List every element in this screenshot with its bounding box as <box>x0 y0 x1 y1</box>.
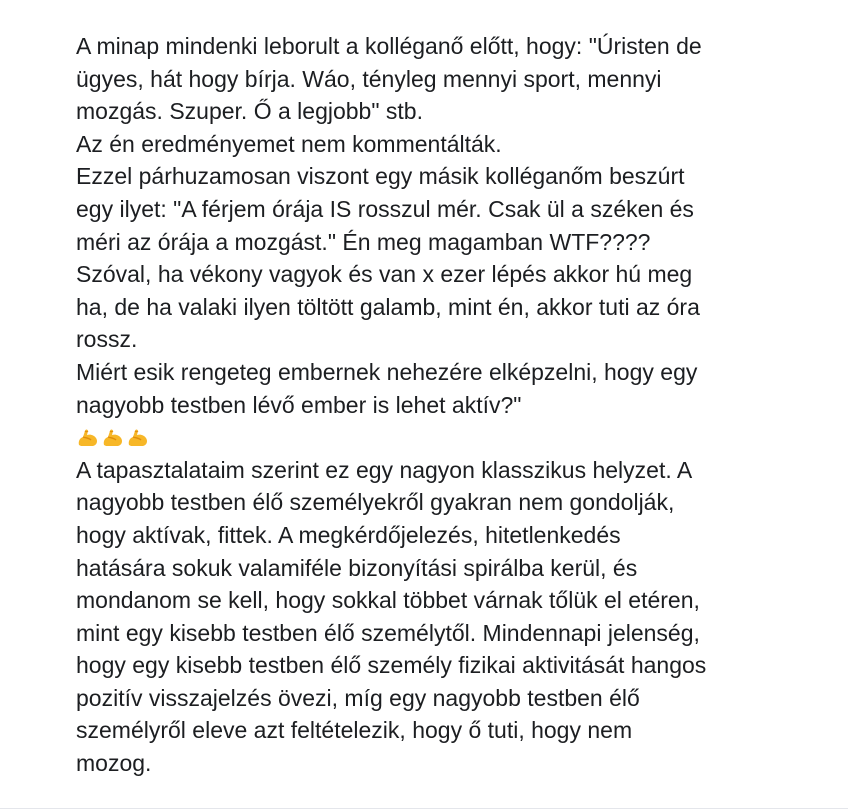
post-text-line: mint egy kisebb testben élő személytől. Mindennapi jelenség, <box>76 619 700 646</box>
flexed-biceps-icon <box>76 426 100 448</box>
post-text-line: pozitív visszajelzés övezi, míg egy nagyobb testben élő <box>76 684 640 711</box>
post-text-line: hatására sokuk valamiféle bizonyítási spirálba kerül, és <box>76 554 638 581</box>
flexed-biceps-icon <box>126 426 150 448</box>
post-text-line: ügyes, hát hogy bírja. Wáo, tényleg mennyi sport, mennyi <box>76 65 662 92</box>
post-text-line: mondanom se kell, hogy sokkal többet várnak tőlük el etéren, <box>76 587 700 614</box>
emoji-row <box>76 421 836 454</box>
post-text-line: ha, de ha valaki ilyen töltött galamb, mint én, akkor tuti az óra <box>76 293 700 320</box>
post-body <box>76 30 836 780</box>
post-text-line: Szóval, ha vékony vagyok és van x ezer lépés akkor hú meg <box>76 261 693 288</box>
post-text-line: Az én eredményemet nem kommentálták. <box>76 130 502 157</box>
post-text-line: méri az órája a mozgást." Én meg magamban WTF???? <box>76 228 651 255</box>
post-text-line: Miért esik rengeteg embernek nehezére elképzelni, hogy egy <box>76 358 698 385</box>
post-text-line: nagyobb testben lévő ember is lehet aktív?" <box>76 391 522 418</box>
post-text-line: hogy aktívak, fittek. A megkérdőjelezés, hitetlenkedés <box>76 521 621 548</box>
flexed-biceps-icon <box>101 426 125 448</box>
post-text-line: személyről eleve azt feltételezik, hogy ő tuti, hogy nem <box>76 717 633 744</box>
post-text-line: egy ilyet: "A férjem órája IS rosszul mér. Csak ül a széken és <box>76 195 694 222</box>
post-text-line: A minap mindenki leborult a kolléganő előtt, hogy: "Úristen de <box>76 33 702 59</box>
post-text-line: nagyobb testben élő személyekről gyakran nem gondolják, <box>76 489 675 516</box>
post-text-line: mozgás. Szuper. Ő a legjobb" stb. <box>76 98 423 125</box>
post-text-line: rossz. <box>76 326 138 353</box>
post-text-line: hogy egy kisebb testben élő személy fizikai aktivitását hangos <box>76 652 707 679</box>
post-text-line: Ezzel párhuzamosan viszont egy másik kolléganőm beszúrt <box>76 163 685 190</box>
post-text-line: mozog. <box>76 750 152 777</box>
post-text-line: A tapasztalataim szerint ez egy nagyon klasszikus helyzet. A <box>76 456 693 483</box>
